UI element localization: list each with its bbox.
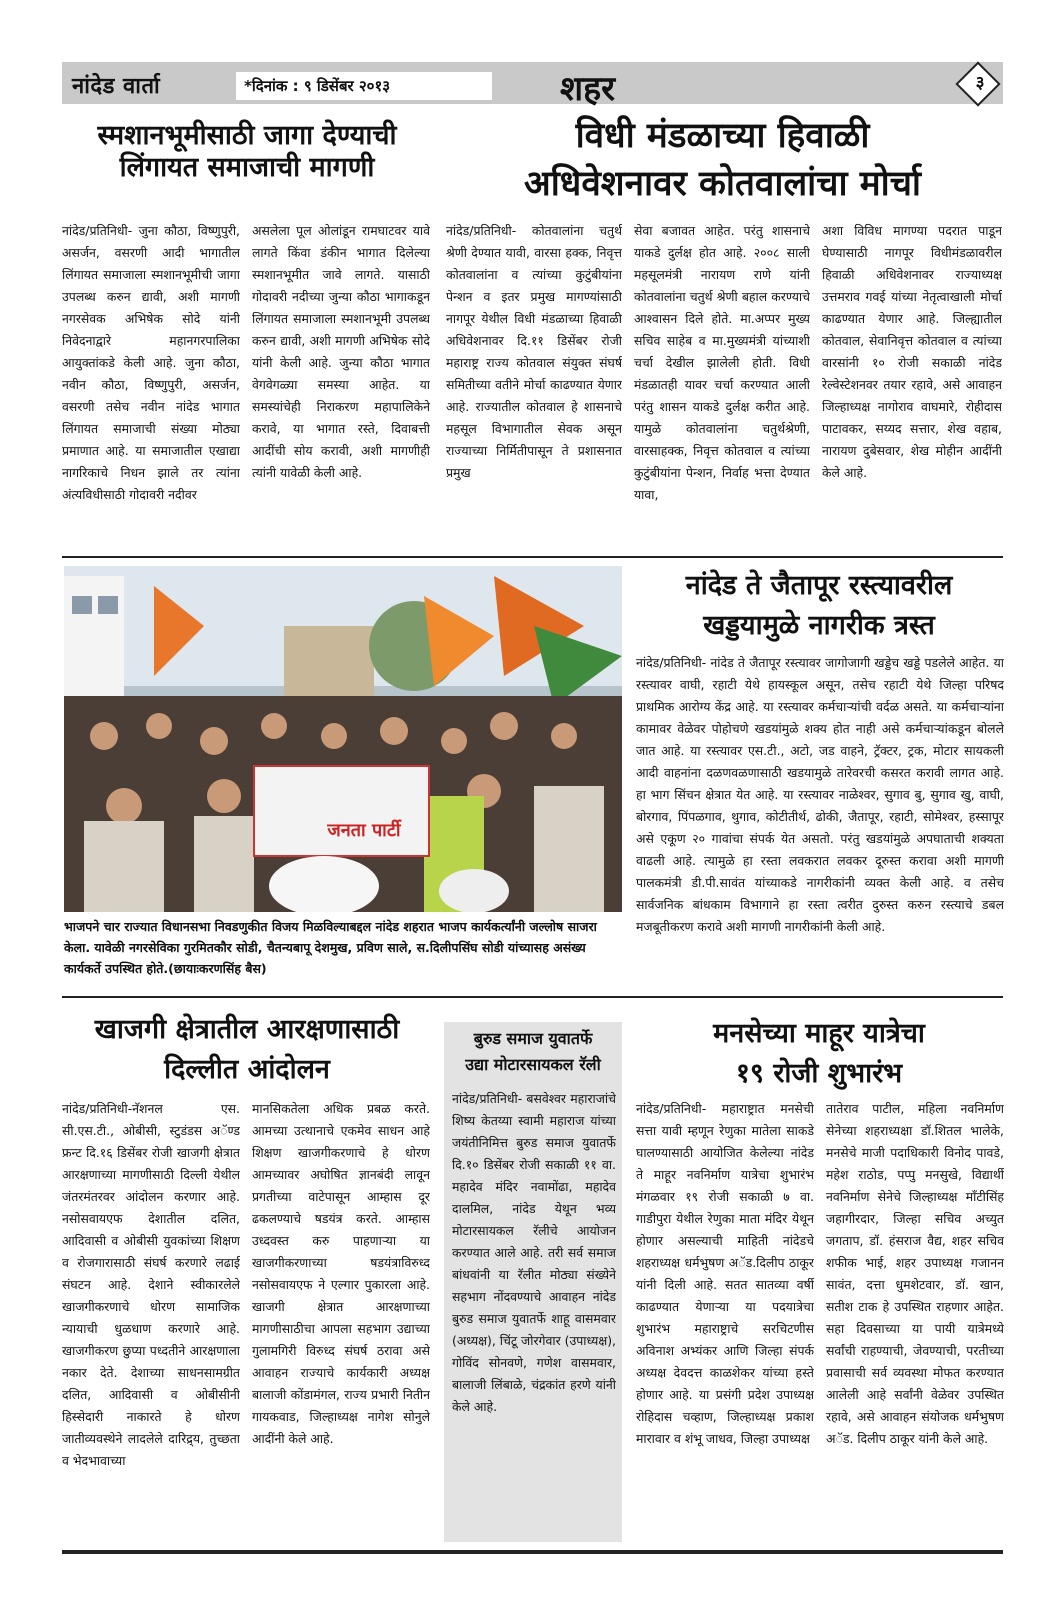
section-title: शहर: [560, 69, 616, 109]
divider-bottom: [62, 1550, 1003, 1554]
header-bar: [62, 62, 1003, 104]
headline-cremation-ground: स्मशानभूमीसाठी जागा देण्याची लिंगायत समाजाची मागणी: [97, 120, 397, 184]
article-kotwal-col1: नांदेड/प्रतिनिधी- कोतवालांना चतुर्थ श्रेणी देण्यात यावी, वारसा हक्क, निवृत्त कोतवालांना व त्यांच्या कुटुंबीयांना पेन्शन व इतर प्रमुख मागण्यांसाठी नागपूर येथील विधी मंडळाच्या हिवाळी अधिवेशनावर दि.११ डिसेंबर रोजी महाराष्ट्र राज्य कोतवाल संयुक्त संघर्ष समितीच्या वतीने मोर्चा काढण्यात येणार आहे. राज्यातील कोतवाल हे शासनाचे महसूल विभागातील सेवक असून राज्याच्या निर्मितीपासून ते प्रशासनात प्रमुख: [446, 223, 622, 480]
article-road-body: नांदेड/प्रतिनिधी- नांदेड ते जैतापूर रस्त्यावर जागोजागी खड्डेच खड्डे पडलेले आहेत. या रस्त्यावर वाघी, रहाटी येथे हायस्कूल असून, तसेच रहाटी येथे जिल्हा परिषद प्राथमिक आरोग्य केंद्र आहे. या रस्त्यावर कर्मचाऱ्यांची वर्दळ असते. या कर्मचाऱ्यांना कामावर वेळेवर पोहोचणे खडयांमुळे शक्य होत नाही असे कर्मचाऱ्यांकडून बोलले जात आहे. या रस्त्यावर एस.टी., अटो, जड वाहने, ट्रॅक्टर, ट्रक, मोटार सायकली आदी वाहनांना दळणवळणासाठी खडयामुळे तारेवरची कसरत करावी लागत आहे. हा भाग सिंचन क्षेत्रात येत आहे. या रस्त्यावर नाळेश्वर, सुगाव बु, सुगाव खु, वाघी, बोरगाव, पिंपळगाव, थुगाव, कोटीतीर्थ, ढोकी, जैतापूर, रहाटी, सोमेश्वर, हस्सापूर असे एकूण २० गावांचा संपर्क येत असतो. परंतु खडयांमुळे अपघाताची शक्यता वाढली आहे. त्यामुळे हा रस्ता लवकरात लवकर दूरुस्त करावा अशी मागणी पालकमंत्री डी.पी.सावंत यांच्याकडे नागरीकांनी व्यक्त केली आहे. व तसेच सार्वजनिक बांधकाम विभागाने हा रस्ता त्वरीत दुरुस्त करुन रस्त्याचे डबल मजबूतीकरण करावे अशी मागणी नागरीकांनी केली आहे.: [636, 655, 1004, 934]
issue-date: *दिनांक : ९ डिसेंबर २०१३: [236, 72, 492, 100]
article-mns-col1: नांदेड/प्रतिनिधी- महाराष्ट्रात मनसेची सत्ता यावी म्हणून रेणुका मातेला साकडे घालण्यासाठी आयोजित केलेल्या नांदेड ते माहूर नवनिर्माण यात्रेचा शुभारंभ मंगळवार १९ रोजी सकाळी ७ वा. गाडीपुरा येथील रेणुका माता मंदिर येथून होणार असल्याची माहिती नांदेडचे शहराध्यक्ष धर्मभुषण अॅड.दिलीप ठाकूर यांनी दिली आहे. सतत सातव्या वर्षी काढण्यात येणाऱ्या या पदयात्रेचा शुभारंभ महाराष्ट्राचे सरचिटणीस अविनाश अभ्यंकर आणि जिल्हा संपर्क अध्यक्ष देवदत्त काळशेकर यांच्या हस्ते होणार आहे. या प्रसंगी प्रदेश उपाध्यक्ष रोहिदास चव्हाण, जिल्हाध्यक्ष प्रकाश मारावार व शंभू जाधव, जिल्हा उपाध्यक्ष: [636, 1101, 814, 1446]
headline-reservation-protest: खाजगी क्षेत्रातील आरक्षणासाठी दिल्लीत आंदोलन: [94, 1014, 400, 1085]
party-banner: [254, 766, 429, 856]
divider-top: [62, 556, 1003, 558]
headline-road-potholes: नांदेड ते जैतापूर रस्त्यावरील खड्डयामुळे नागरीक त्रस्त: [685, 570, 953, 641]
divider-middle: [62, 996, 1003, 998]
article-cremation-col1: नांदेड/प्रतिनिधी- जुना कौठा, विष्णुपुरी, असर्जन, वसरणी आदी भागातील लिंगायत समाजाला स्मशानभूमीची जागा उपलब्ध करुन द्यावी, अशी मागणी नगरसेवक अभिषेक सोदे यांनी निवेदनाद्वारे महानगरपालिका आयुक्तांकडे केली आहे. जुना कौठा, नवीन कौठा, विष्णुपुरी, असर्जन, वसरणी तसेच नवीन नांदेड भागात लिंगायत समाजाची संख्या मोठ्या प्रमाणात आहे. या समाजातील एखाद्या नागरिकाचे निधन झाले तर त्यांना अंत्यविधीसाठी गोदावरी नदीवर: [62, 223, 240, 502]
headline-kotwal-march: विधी मंडळाच्या हिवाळी अधिवेशनावर कोतवालांचा मोर्चा: [523, 116, 922, 204]
article-cremation-col2: असलेला पूल ओलांडून रामघाटवर यावे लागते किंवा डंकीन भागात दिलेल्या स्मशानभूमीत जावे लागते. यासाठी गोदावरी नदीच्या जुन्या कौठा भागाकडून लिंगायत समाजाला स्मशानभूमी उपलब्ध करुन द्यावी, अशी मागणी अभिषेक सोदे यांनी केली आहे. जुन्या कौठा भागात वेगवेगळ्या समस्या आहेत. या समस्यांचेही निराकरण महापालिकेने करावे, या भागात रस्ते, दिवाबत्ती आदींची सोय करावी, अशी मागणीही त्यांनी यावेळी केली आहे.: [252, 223, 430, 480]
article-kotwal-col2: सेवा बजावत आहेत. परंतु शासनाचे याकडे दुर्लक्ष होत आहे. २००८ साली महसूलमंत्री नारायण राणे यांनी कोतवालांना चतुर्थ श्रेणी बहाल करण्याचे आश्वासन दिले होते. मा.अप्पर मुख्य सचिव साहेब व मा.मुख्यमंत्री यांच्याशी चर्चा देखील झालेली होती. विधी मंडळातही यावर चर्चा करण्यात आली परंतु शासन याकडे दुर्लक्ष करीत आहे. यामुळे कोतवालांना चतुर्थश्रेणी, वारसाहक्क, निवृत्त कोतवाल व त्यांच्या कुटुंबीयांना पेन्शन, निर्वाह भत्ता देण्यात यावा,: [634, 223, 810, 502]
headline-burud-rally: बुरुड समाज युवातर्फे उद्या मोटारसायकल रॅली: [465, 1029, 601, 1074]
article-reservation-col2: मानसिकतेला अधिक प्रबळ करते. आमच्या उत्थानाचे एकमेव साधन आहे शिक्षण खाजगीकरणाचे हे धोरण आमच्यावर अघोषित ज्ञानबंदी लावून प्रगतीच्या वाटेपासून आम्हास दूर ढकलण्याचे षडयंत्र करते. आम्हास उध्दवस्त करु पाहणाऱ्या या खाजगीकरणाच्या षडयंत्राविरुध्द नसोसवायएफ ने एल्गार पुकारला आहे. खाजगी क्षेत्रात आरक्षणाच्या मागणीसाठीचा आपला सहभाग उद्याच्या गुलामगिरी विरुध्द संघर्ष ठरावा असे आवाहन राज्याचे कार्यकारी अध्यक्ष बालाजी कोंडामंगल, राज्य प्रभारी नितीन गायकवाड, जिल्हाध्यक्ष नागेश सोनुले आदींनी केले आहे.: [252, 1101, 430, 1446]
article-reservation-col1: नांदेड/प्रतिनिधी-नॅशनल एस. सी.एस.टी., ओबीसी, स्टुडंडस अॅण्ड फ्रन्ट दि.१६ डिसेंबर रोजी खाजगी क्षेत्रात आरक्षणाच्या मागणीसाठी दिल्ली येथील जंतरमंतरवर आंदोलन करणार आहे. नसोसवायएफ देशातील दलित, आदिवासी व ओबीसी युवकांच्या शिक्षण व रोजगारासाठी संघर्ष करणारे लढाई संघटन आहे. देशाने स्वीकारलेले खाजगीकरणाचे धोरण सामाजिक न्यायाची धुळधाण करणारे आहे. खाजगीकरण छुप्या पध्दतीने आरक्षणाला नकार देते. देशाच्या साधनसामग्रीत दलित, आदिवासी व ओबीसीनी हिस्सेदारी नाकारते हे धोरण जातीव्यवस्थेने लादलेले दारिद्र्य, तुच्छता व भेदभावाच्या: [62, 1101, 240, 1468]
headline-mns-yatra: मनसेच्या माहूर यात्रेचा १९ रोजी शुभारंभ: [713, 1018, 925, 1089]
photo-caption: भाजपने चार राज्यात विधानसभा निवडणुकीत विजय मिळविल्याबद्दल नांदेड शहरात भाजप कार्यकर्त्यांनी जल्लोष साजरा केला. यावेळी नगरसेविका गुरमितकौर सोडी, चैतन्यबापू देशमुख, प्रविण साले, स.दिलीपसिंघ सोडी यांच्यासह असंख्य कार्यकर्ते उपस्थित होते.(छायाःकरणसिंह बैस): [64, 919, 597, 976]
banner-text: जनता पार्टी: [327, 820, 401, 841]
page-number: ३: [975, 73, 985, 93]
celebration-photo: [64, 566, 622, 912]
masthead-title: नांदेड वार्ता: [72, 74, 161, 99]
article-burud-body: नांदेड/प्रतिनिधी- बसवेश्वर महाराजांचे शिष्य केतय्या स्वामी महाराज यांच्या जयंतीनिमित्त बुरुड समाज युवातर्फे दि.१० डिसेंबर रोजी सकाळी ११ वा. महादेव मंदिर नवामोंढा, महादेव दालमिल, नांदेड येथून भव्य मोटारसायकल रॅलीचे आयोजन करण्यात आले आहे. तरी सर्व समाज बांधवांनी या रॅलीत मोठ्या संख्येने सहभाग नोंदवण्याचे आवाहन नांदेड बुरुड समाज युवातर्फे शाहू वासमवार (अध्यक्ष), चिंटू जोरगेवार (उपाध्यक्ष), गोविंद सोनवणे, गणेश वासमवार, बालाजी लिंबाळे, चंद्रकांत हरणे यांनी केले आहे.: [452, 1091, 616, 1414]
photo-illustration: [64, 566, 622, 912]
article-kotwal-col3: अशा विविध मागण्या पदरात पाडून घेण्यासाठी नागपूर विधीमंडळावरील हिवाळी अधिवेशनावर राज्याध्यक्ष उत्तमराव गवई यांच्या नेतृत्वाखाली मोर्चा काढण्यात येणार आहे. जिल्ह्यातील कोतवाल, सेवानिवृत्त कोतवाल व त्यांच्या वारसांनी १० रोजी सकाळी नांदेड रेल्वेस्टेशनवर तयार रहावे, असे आवाहन जिल्हाध्यक्ष नागोराव वाघमारे, रोहीदास पाटावकर, सय्यद सत्तार, शेख वहाब, नारायण दुबेसवार, शेख मोहीन आदींनी केले आहे.: [822, 223, 1002, 480]
article-mns-col2: तातेराव पाटील, महिला नवनिर्माण सेनेच्या शहराध्यक्षा डॉ.शितल भालेके, मनसेचे माजी पदाधिकारी विनोद पावडे, महेश राठोड, पप्पु मनसुखे, विद्यार्थी नवनिर्माण सेनेचे जिल्हाध्यक्ष माँटीसिंह जहागीरदार, जिल्हा सचिव अच्युत जगताप, डॉ. हंसराज वैद्य, शहर सचिव शफीक भाई, शहर उपाध्यक्ष गजानन सावंत, दत्ता धुमशेटवार, डॉ. खान, सतीश टाक हे उपस्थित राहणार आहेत. सहा दिवसाच्या या पायी यात्रेमध्ये सर्वांची राहण्याची, जेवण्याची, परतीच्या प्रवासाची सर्व व्यवस्था मोफत करण्यात आलेली आहे सर्वांनी वेळेवर उपस्थित रहावे, असे आवाहन संयोजक धर्मभुषण अॅड. दिलीप ठाकूर यांनी केले आहे.: [826, 1101, 1004, 1446]
